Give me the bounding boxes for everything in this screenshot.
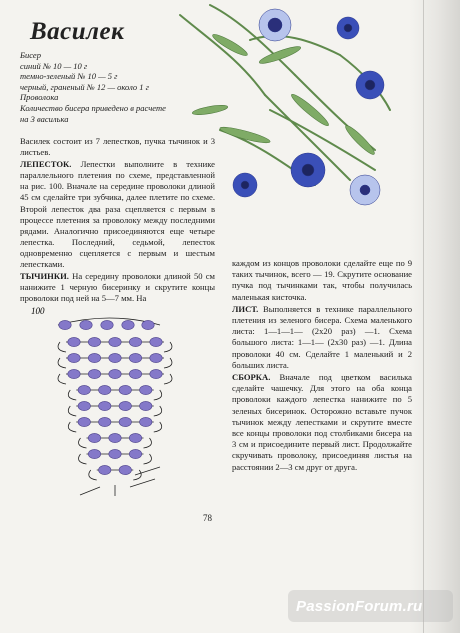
bead (129, 369, 141, 378)
intro-paragraph: Василек состоит из 7 лепестков, пучка тычинок и 3 листьев. (20, 136, 215, 158)
bead (142, 320, 154, 329)
bead (68, 369, 80, 378)
materials-line: черный, граненый № 12 — около 1 г (20, 81, 149, 92)
bead (99, 385, 111, 394)
bead (99, 417, 111, 426)
bead (129, 337, 141, 346)
wire-path (154, 390, 162, 400)
wire-path (58, 342, 66, 352)
bead (119, 417, 131, 426)
wire-path (58, 358, 66, 368)
wire-path (68, 422, 76, 432)
wire-path (164, 358, 172, 368)
leaf-text: Выполняется в технике параллельного плетения из зеленого бисера. Схема маленького листа: 1—1—1— (2х20 раз) —1. Схема большого листа: 1—1— (2х30 раз) —1. Длина проволоки 40 см. Сделайте 1 маленький и 2 больших листа. (232, 303, 412, 370)
assembly-paragraph (232, 372, 412, 473)
stamen-continued-paragraph: каждом из концов проволоки сделайте еще по 9 таких тычинок, всего — 19. Скрутите основание пучка под тычинками так, чтобы получилась маленькая кисточка. (232, 258, 412, 302)
wire-path (58, 374, 66, 384)
bead (140, 385, 152, 394)
wire-path (80, 487, 100, 495)
wire-path (154, 422, 162, 432)
bead (109, 369, 121, 378)
bead (122, 320, 134, 329)
bead (78, 401, 90, 410)
wire-path (154, 406, 162, 416)
bead (101, 320, 113, 329)
bead (140, 401, 152, 410)
spine-line (423, 0, 424, 633)
wire-path (164, 374, 172, 384)
bead (88, 337, 100, 346)
leaf-paragraph (232, 304, 412, 371)
book-spine-shadow (410, 0, 460, 633)
bead (150, 337, 162, 346)
stamen-heading: ТЫЧИНКИ. (20, 271, 69, 282)
wire-path (68, 390, 76, 400)
wire-path (133, 470, 141, 480)
bead (88, 433, 100, 442)
watermark-text: PassionForum.ru (296, 598, 423, 615)
bead (150, 353, 162, 362)
bead (109, 337, 121, 346)
wire-path (144, 454, 152, 464)
petal-bead-diagram (20, 297, 220, 497)
petal-paragraph (20, 159, 215, 270)
stamen-text: На середину проволоки длиной 50 см нанижите 1 черную бисеринку и скрутите концы проволоки под ней на 5—7 мм. На (20, 271, 215, 304)
bead (119, 385, 131, 394)
wire-path (79, 438, 87, 448)
bead (99, 401, 111, 410)
bead (80, 320, 92, 329)
assembly-text: Вначале под цветком василька сделайте чашечку. Для этого на оба конца проволоки каждого лепестка нанижите по 5 зеленых бисеринок. Осторожно вставьте пучок тычинок между лепестками и скрутите вместе все концы проволоки под столбиками бисера на 3 см и присоедините первый лист. Продолжайте скручивать проволоку, присоединяя листья на расстоянии 2—3 см друг от друга. (232, 372, 412, 472)
page-title: Василек (30, 18, 125, 45)
wire-path (89, 470, 97, 480)
bead (59, 320, 71, 329)
bead (68, 353, 80, 362)
bead (88, 449, 100, 458)
wire-path (68, 406, 76, 416)
bead (99, 465, 111, 474)
petal-text: Лепестки выполните в технике параллельного плетения по схеме, представленной на рис. 100. Вначале на середине проволоки длиной 45 см сделайте три зубчика, далее плетите по схеме. Второй лепесток два раза сцепляется с первым в процессе плетения за проволоку между последними рядами. Аналогично присоединяются еще четыре лепестка. Последний, седьмой, лепесток одновременно сцепляется с первым и шестым лепестками. (20, 159, 215, 270)
petal-heading: ЛЕПЕСТОК. (20, 159, 72, 170)
bead (109, 433, 121, 442)
bead (119, 401, 131, 410)
wire-path (164, 342, 172, 352)
bead (129, 353, 141, 362)
materials-line: темно-зеленый № 10 — 5 г (20, 71, 118, 82)
bead (78, 385, 90, 394)
materials-line: Проволока (20, 92, 59, 103)
left-column-text (20, 136, 215, 305)
bead (129, 449, 141, 458)
bead (109, 449, 121, 458)
wire-path (135, 467, 160, 475)
materials-line: Количество бисера приведено в расчете (20, 102, 166, 113)
bead (78, 417, 90, 426)
bead (140, 417, 152, 426)
wire-path (144, 438, 152, 448)
leaf-heading: ЛИСТ. (232, 303, 259, 314)
bead (119, 465, 131, 474)
bead (68, 337, 80, 346)
bead (129, 433, 141, 442)
materials-list (20, 50, 210, 124)
figure-label: 100 (31, 306, 45, 316)
materials-line: синий № 10 — 10 г (20, 60, 88, 71)
materials-line: Бисер (20, 50, 41, 60)
assembly-heading: СБОРКА. (232, 372, 271, 383)
wire-path (79, 454, 87, 464)
bead (109, 353, 121, 362)
bead (88, 369, 100, 378)
page-number: 78 (203, 513, 212, 523)
bead (150, 369, 162, 378)
right-column-text (232, 258, 412, 474)
bead (88, 353, 100, 362)
materials-line: на 3 василька (20, 113, 69, 124)
